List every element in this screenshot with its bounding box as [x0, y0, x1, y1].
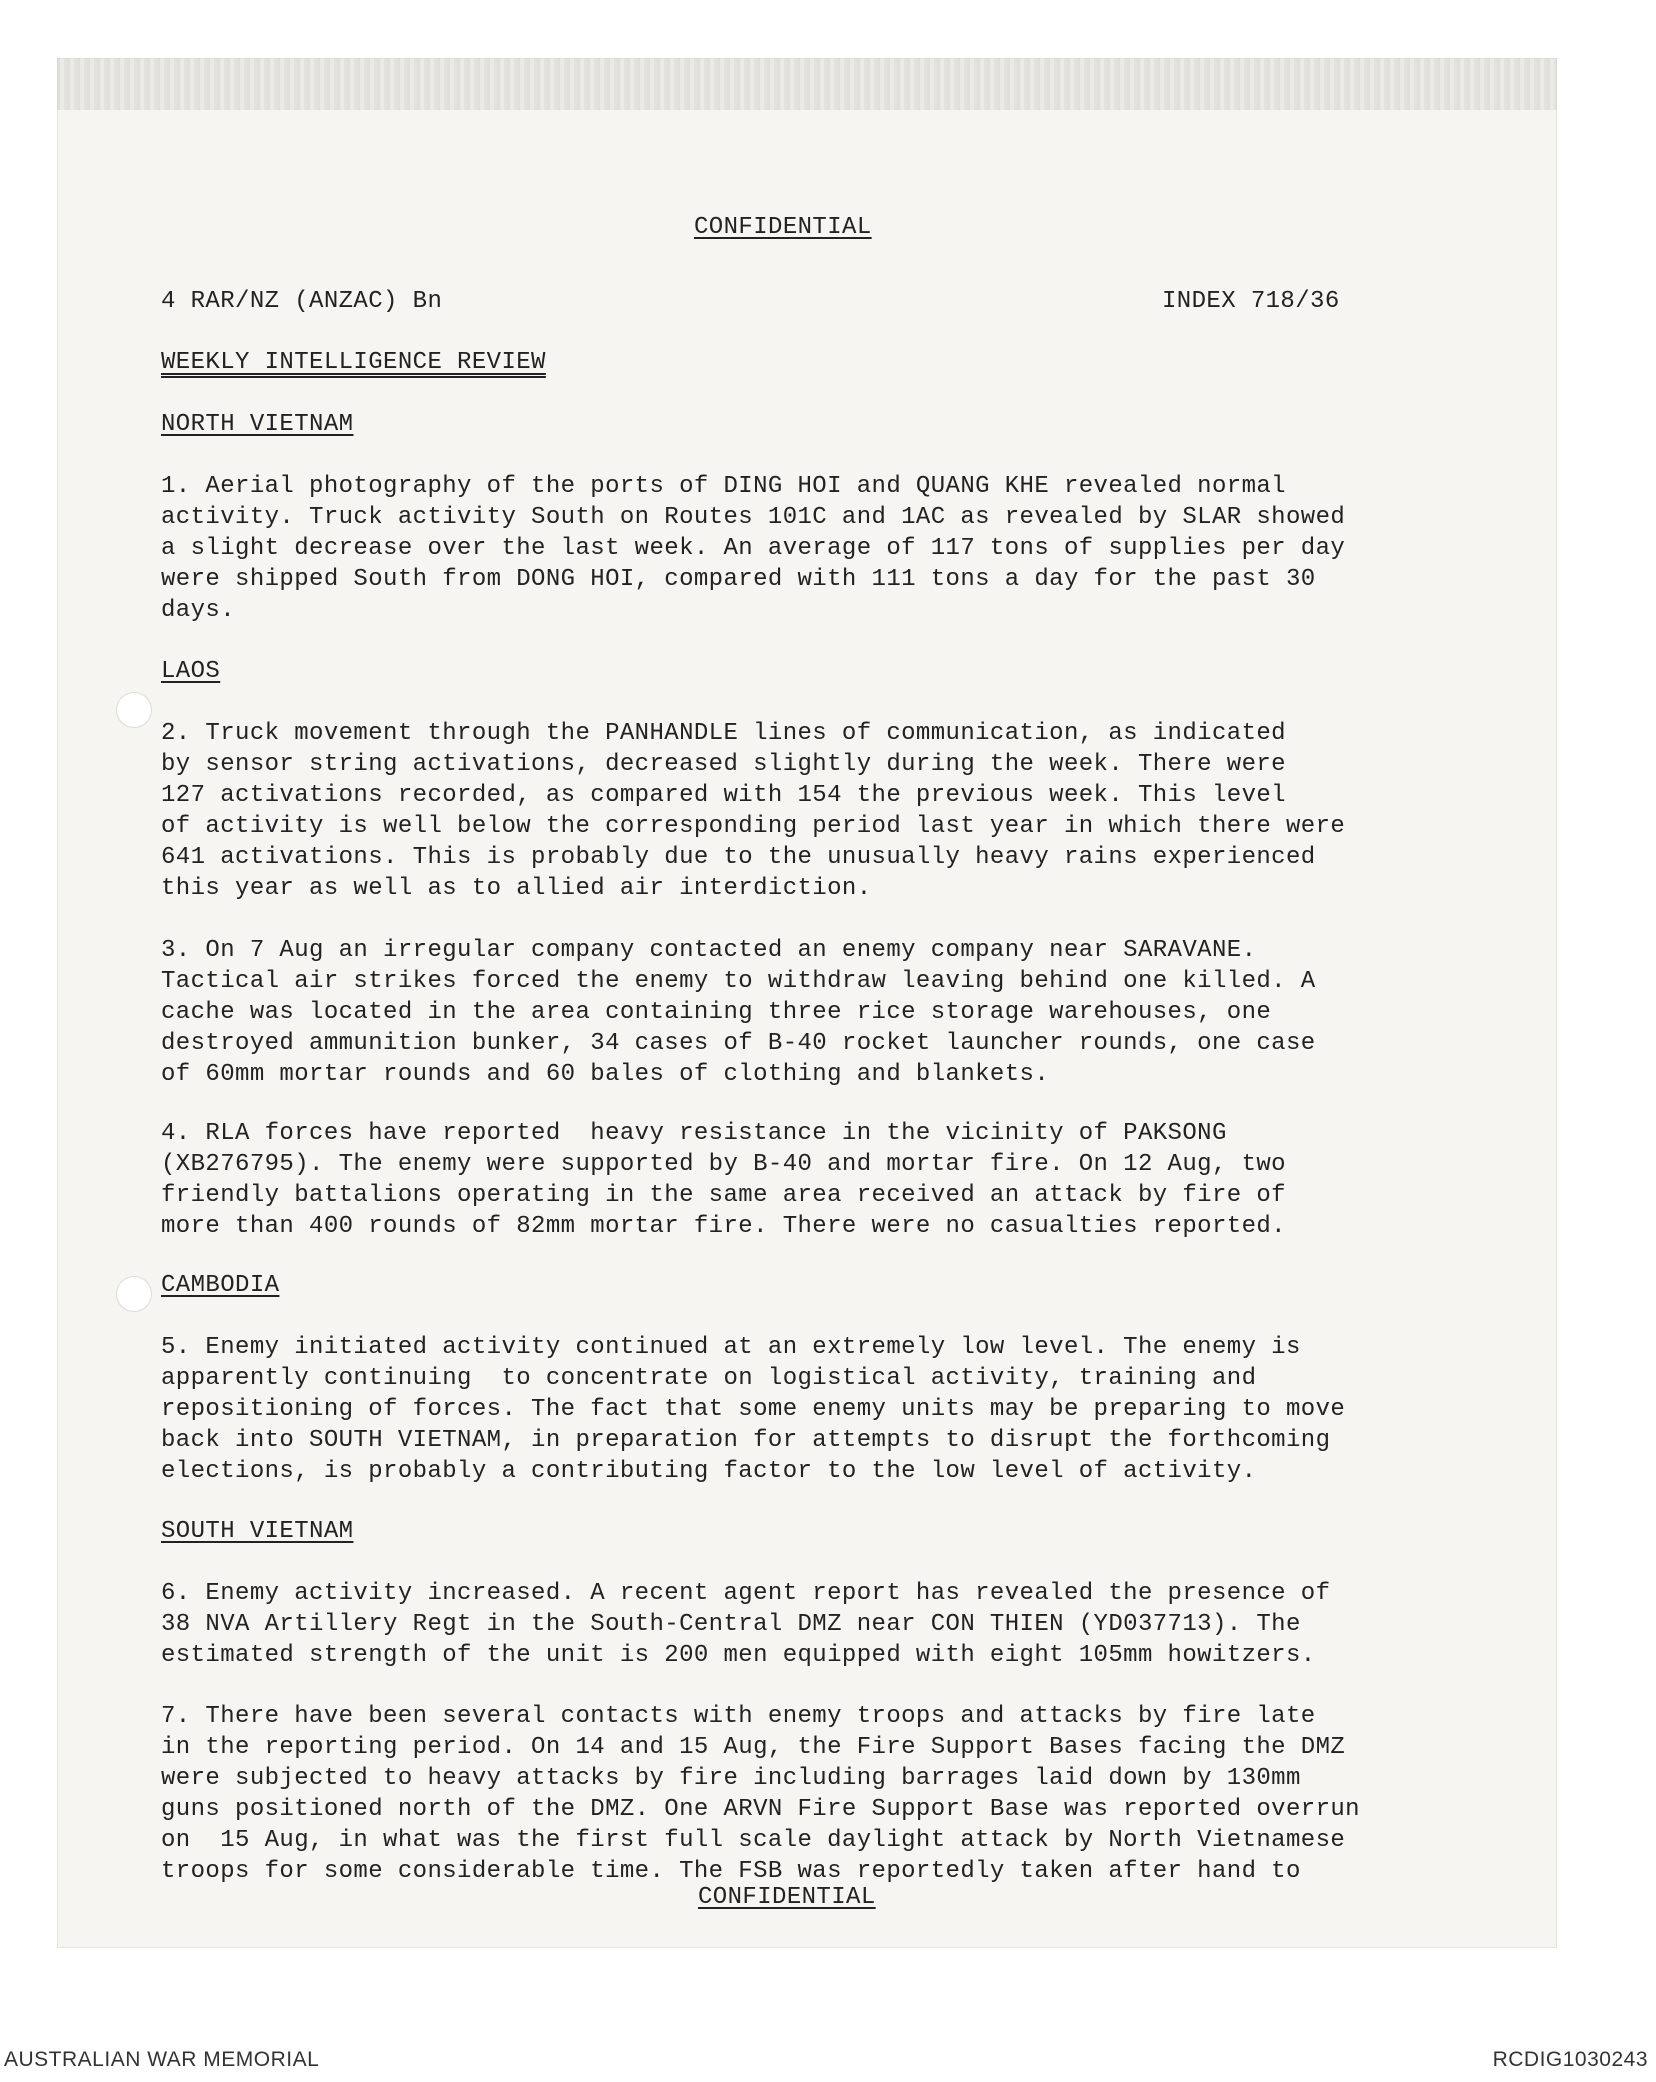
text-line: 6. Enemy activity increased. A recent agent report has revealed the presence of	[161, 1580, 1331, 1607]
text-line: 127 activations recorded, as compared with 154 the previous week. This level	[161, 782, 1286, 809]
classification-bottom: CONFIDENTIAL	[698, 1884, 876, 1911]
text-line: estimated strength of the unit is 200 men equipped with eight 105mm howitzers.	[161, 1642, 1316, 1669]
text-line: back into SOUTH VIETNAM, in preparation for attempts to disrupt the forthcoming	[161, 1427, 1331, 1454]
footer-archive-name: AUSTRALIAN WAR MEMORIAL	[4, 2048, 320, 2071]
punch-hole-top	[116, 692, 152, 728]
footer-record-id: RCDIG1030243	[1492, 2048, 1648, 2071]
text-line: this year as well as to allied air interdiction.	[161, 875, 872, 902]
index-number: INDEX 718/36	[1162, 288, 1340, 315]
document-title: WEEKLY INTELLIGENCE REVIEW	[161, 349, 546, 376]
heading-laos: LAOS	[161, 658, 221, 685]
text-line: of activity is well below the corresponding period last year in which there were	[161, 813, 1346, 840]
text-line: 2. Truck movement through the PANHANDLE lines of communication, as indicated	[161, 720, 1286, 747]
text-line: Tactical air strikes forced the enemy to withdraw leaving behind one killed. A	[161, 968, 1316, 995]
text-line: friendly battalions operating in the same area received an attack by fire of	[161, 1182, 1286, 1209]
text-line: 7. There have been several contacts with enemy troops and attacks by fire late	[161, 1703, 1316, 1730]
text-line: elections, is probably a contributing factor to the low level of activity.	[161, 1458, 1257, 1485]
text-line: repositioning of forces. The fact that some enemy units may be preparing to move	[161, 1396, 1346, 1423]
text-line: in the reporting period. On 14 and 15 Aug, the Fire Support Bases facing the DMZ	[161, 1734, 1346, 1761]
text-line: by sensor string activations, decreased slightly during the week. There were	[161, 751, 1286, 778]
text-line: (XB276795). The enemy were supported by B-40 and mortar fire. On 12 Aug, two	[161, 1151, 1286, 1178]
bleed-through-strip	[57, 58, 1557, 110]
text-line: 3. On 7 Aug an irregular company contacted an enemy company near SARAVANE.	[161, 937, 1257, 964]
text-line: troops for some considerable time. The FSB was reportedly taken after hand to	[161, 1858, 1301, 1885]
text-line: more than 400 rounds of 82mm mortar fire. There were no casualties reported.	[161, 1213, 1286, 1240]
text-line: 1. Aerial photography of the ports of DING HOI and QUANG KHE revealed normal	[161, 473, 1286, 500]
text-line: were subjected to heavy attacks by fire including barrages laid down by 130mm	[161, 1765, 1301, 1792]
text-line: were shipped South from DONG HOI, compared with 111 tons a day for the past 30	[161, 566, 1316, 593]
text-line: cache was located in the area containing three rice storage warehouses, one	[161, 999, 1272, 1026]
punch-hole-bottom	[116, 1276, 152, 1312]
text-line: guns positioned north of the DMZ. One ARVN Fire Support Base was reported overrun	[161, 1796, 1360, 1823]
heading-north-vietnam: NORTH VIETNAM	[161, 411, 354, 438]
text-line: destroyed ammunition bunker, 34 cases of B-40 rocket launcher rounds, one case	[161, 1030, 1316, 1057]
heading-cambodia: CAMBODIA	[161, 1272, 280, 1299]
text-line: apparently continuing to concentrate on logistical activity, training and	[161, 1365, 1257, 1392]
text-line: on 15 Aug, in what was the first full scale daylight attack by North Vietnamese	[161, 1827, 1346, 1854]
text-line: days.	[161, 597, 236, 624]
text-line: 4. RLA forces have reported heavy resistance in the vicinity of PAKSONG	[161, 1120, 1227, 1147]
text-line: 38 NVA Artillery Regt in the South-Central DMZ near CON THIEN (YD037713). The	[161, 1611, 1301, 1638]
text-line: a slight decrease over the last week. An average of 117 tons of supplies per day	[161, 535, 1346, 562]
text-line: 5. Enemy initiated activity continued at an extremely low level. The enemy is	[161, 1334, 1301, 1361]
heading-south-vietnam: SOUTH VIETNAM	[161, 1518, 354, 1545]
classification-top: CONFIDENTIAL	[694, 214, 872, 241]
text-line: activity. Truck activity South on Routes 101C and 1AC as revealed by SLAR showed	[161, 504, 1346, 531]
unit-name: 4 RAR/NZ (ANZAC) Bn	[161, 288, 443, 315]
text-line: 641 activations. This is probably due to the unusually heavy rains experienced	[161, 844, 1316, 871]
text-line: of 60mm mortar rounds and 60 bales of clothing and blankets.	[161, 1061, 1050, 1088]
